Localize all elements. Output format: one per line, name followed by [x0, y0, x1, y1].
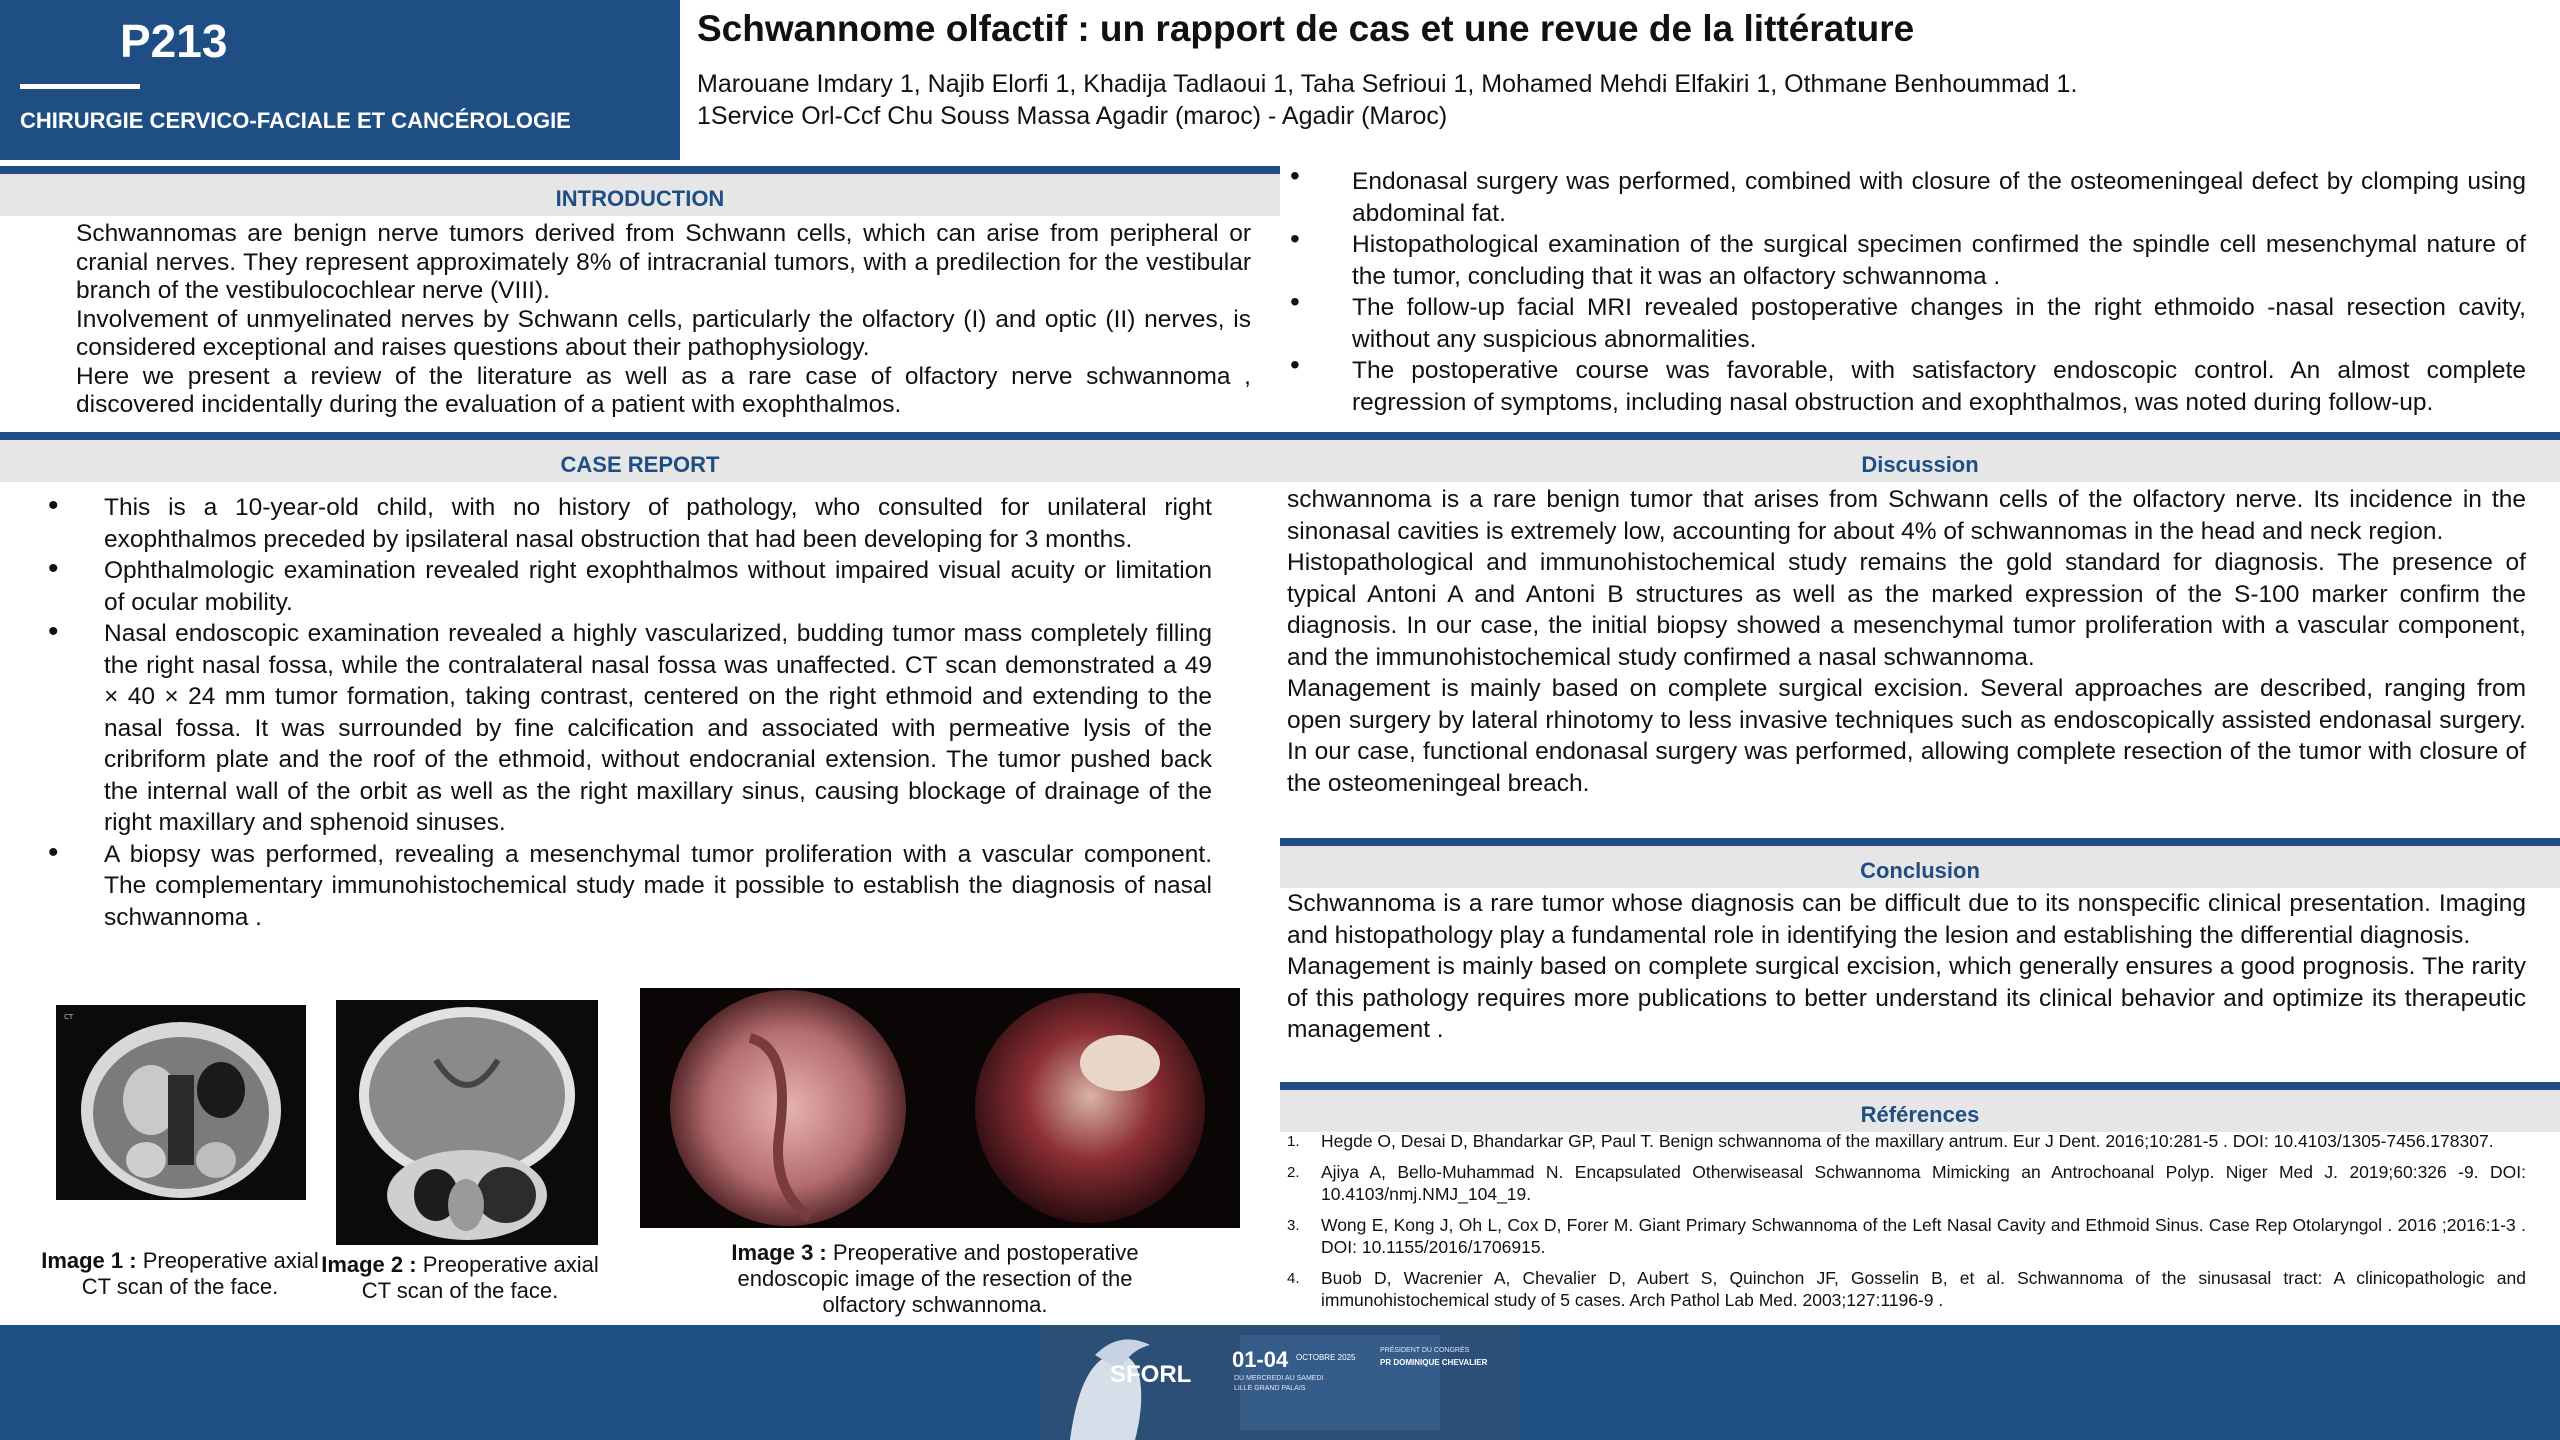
- svg-text:CT: CT: [64, 1013, 74, 1021]
- authors: Marouane Imdary 1, Najib Elorfi 1, Khadija Tadlaoui 1, Taha Sefrioui 1, Mohamed Mehdi Elfakiri 1, Othmane Benhoummad 1.: [697, 70, 2078, 98]
- reference-item: [1287, 1267, 2526, 1311]
- congress-month: OCTOBRE 2025: [1296, 1353, 1356, 1362]
- list-item: • Endonasal surgery was performed, combined with closure of the osteomeningeal defect by clomping using abdominal fat.: [1284, 166, 2526, 229]
- ct-image-2: [336, 1000, 598, 1245]
- discussion-paragraph: Histopathological and immunohistochemical study remains the gold standard for diagnosis. The presence of typical Antoni A and Antoni B structures as well as the marked expression of the S-100 marker confirm the diagnosis. In our case, the initial biopsy showed a mesenchymal tumor proliferation with a vascular component, and the immunohistochemical study confirmed a nasal schwannoma.: [1287, 549, 2526, 671]
- poster-id: P213: [120, 15, 228, 67]
- introduction-paragraph: Schwannomas are benign nerve tumors derived from Schwann cells, which can arise from peripheral or cranial nerves. They represent approximately 8% of intracranial tumors, with a predilection for the vestibular branch of the vestibulocochlear nerve (VIII).: [76, 220, 1251, 304]
- discussion-paragraph: schwannoma is a rare benign tumor that arises from Schwann cells of the olfactory nerve. Its incidence in the sinonasal cavities is extremely low, accounting for about 4% of schwannomas in the head and neck region.: [1287, 486, 2526, 545]
- figure-label: Image 3 :: [731, 1240, 827, 1265]
- conclusion-header: [1280, 838, 2560, 888]
- case-report-heading: CASE REPORT: [560, 452, 720, 477]
- introduction-paragraph: Here we present a review of the literature as well as a rare case of olfactory nerve schwannoma , discovered incidentally during the evaluation of a patient with exophthalmos.: [76, 362, 1251, 418]
- endoscopy-image-3: [640, 988, 1240, 1228]
- references-list: [1287, 1130, 2526, 1320]
- list-item: • Histopathological examination of the surgical specimen confirmed the spindle cell mesenchymal nature of the tumor, concluding that it was an olfactory schwannoma .: [1284, 229, 2526, 292]
- case-report-header: [0, 432, 1280, 482]
- conclusion-body: [1287, 888, 2526, 1046]
- figure-caption-3: [695, 1240, 1175, 1318]
- figure-text: Preoperative axial CT scan of the face.: [81, 1248, 319, 1299]
- conclusion-paragraph: Management is mainly based on complete surgical excision, which generally ensures a good prognosis. The rarity of this pathology requires more publications to better understand its clinical behavior and optimize its therapeutic management .: [1287, 953, 2526, 1043]
- reference-item: [1287, 1214, 2526, 1258]
- sforl-logo: SFORL: [1110, 1361, 1192, 1388]
- introduction-header: [0, 166, 1280, 216]
- president-label: PRÉSIDENT DU CONGRÈS: [1380, 1347, 1470, 1354]
- ct-image-1: [56, 1005, 306, 1200]
- congress-days: DU MERCREDI AU SAMEDI: [1234, 1375, 1324, 1382]
- figure-caption-1: [40, 1248, 320, 1300]
- reference-text: Hegde O, Desai D, Bhandarkar GP, Paul T. Benign schwannoma of the maxillary antrum. Eur J Dent. 2016;10:281-5 . DOI: 10.4103/1305-7456.178307.: [1321, 1131, 2494, 1151]
- figure-text: Preoperative and postoperative endoscopic image of the resection of the olfactory schwannoma.: [737, 1240, 1139, 1317]
- affiliation: 1Service Orl-Ccf Chu Souss Massa Agadir (maroc) - Agadir (Maroc): [697, 102, 1448, 130]
- congress-dates: 01-04: [1232, 1347, 1289, 1372]
- reference-item: [1287, 1130, 2526, 1152]
- discussion-header: [1280, 432, 2560, 482]
- figure-text: Preoperative axial CT scan of the face.: [361, 1252, 599, 1303]
- header-rule: [20, 84, 140, 89]
- list-item: • Ophthalmologic examination revealed right exophthalmos without impaired visual acuity or limitation of ocular mobility.: [38, 555, 1212, 618]
- reference-item: [1287, 1161, 2526, 1205]
- list-item: • The postoperative course was favorable, with satisfactory endoscopic control. An almost complete regression of symptoms, including nasal obstruction and exophthalmos, was noted during follow-up.: [1284, 355, 2526, 418]
- introduction-paragraph: Involvement of unmyelinated nerves by Schwann cells, particularly the olfactory (I) and optic (II) nerves, is considered exceptional and raises questions about their pathophysiology.: [76, 305, 1251, 361]
- list-item: • Nasal endoscopic examination revealed a highly vascularized, budding tumor mass completely filling the right nasal fossa, while the contralateral nasal fossa was unaffected. CT scan demonstrated a 49 × 40 × 24 mm tumor formation, taking contrast, centered on the right ethmoid and extending to the nasal fossa. It was surrounded by fine calcification and associated with permeative lysis of the cribriform plate and the roof of the ethmoid, without endocranial extension. The tumor pushed back the internal wall of the orbit as well as the right maxillary sinus, causing blockage of drainage of the right maxillary and sphenoid sinuses.: [38, 618, 1212, 839]
- reference-number: 2.: [1287, 1164, 1300, 1181]
- figure-label: Image 1 :: [41, 1248, 137, 1273]
- reference-text: Wong E, Kong J, Oh L, Cox D, Forer M. Giant Primary Schwannoma of the Left Nasal Cavity and Ethmoid Sinus. Case Rep Otolaryngol . 2016 ;2016:1-3 . DOI: 10.1155/2016/1706915.: [1321, 1215, 2526, 1257]
- references-heading: Références: [1860, 1102, 1980, 1127]
- references-header: [1280, 1082, 2560, 1132]
- figure-label: Image 2 :: [321, 1252, 417, 1277]
- discussion-body: [1287, 484, 2526, 799]
- discussion-paragraph: Management is mainly based on complete surgical excision. Several approaches are described, ranging from open surgery by lateral rhinotomy to less invasive techniques such as endoscopically assisted endonasal surgery. In our case, functional endonasal surgery was performed, allowing complete resection of the tumor with closure of the osteomeningeal breach.: [1287, 675, 2526, 797]
- introduction-heading: INTRODUCTION: [555, 186, 725, 211]
- figure-caption-2: [320, 1252, 600, 1304]
- list-item: • The follow-up facial MRI revealed postoperative changes in the right ethmoido -nasal resection cavity, without any suspicious abnormalities.: [1284, 292, 2526, 355]
- congress-banner: [1040, 1325, 1520, 1440]
- reference-number: 1.: [1287, 1133, 1300, 1150]
- congress-city: LILLE GRAND PALAIS: [1234, 1385, 1306, 1392]
- list-item: • A biopsy was performed, revealing a mesenchymal tumor proliferation with a vascular component. The complementary immunohistochemical study made it possible to establish the diagnosis of nasal schwannoma .: [38, 839, 1212, 934]
- president-name: PR DOMINIQUE CHEVALIER: [1380, 1358, 1488, 1367]
- poster-title: Schwannome olfactif : un rapport de cas et une revue de la littérature: [697, 8, 1915, 49]
- discussion-heading: Discussion: [1861, 452, 1979, 477]
- reference-number: 3.: [1287, 1217, 1300, 1234]
- reference-text: Ajiya A, Bello-Muhammad N. Encapsulated Otherwiseasal Schwannoma Mimicking an Antrochoanal Polyp. Niger Med J. 2019;60:326 -9. DOI: 10.4103/nmj.NMJ_104_19.: [1321, 1162, 2526, 1204]
- reference-number: 4.: [1287, 1270, 1300, 1287]
- specialty-label: CHIRURGIE CERVICO-FACIALE ET CANCÉROLOGIE: [20, 108, 571, 133]
- management-list: [1284, 166, 2526, 418]
- header-box: [0, 0, 680, 160]
- case-report-list: [38, 492, 1212, 933]
- reference-text: Buob D, Wacrenier A, Chevalier D, Aubert S, Quinchon JF, Gosselin B, et al. Schwannoma of the sinusasal tract: A clinicopathologic and immunohistochemical study of 5 cases. Arch Pathol Lab Med. 2003;127:1196-9 .: [1321, 1268, 2526, 1310]
- conclusion-heading: Conclusion: [1860, 858, 1980, 883]
- list-item: • This is a 10-year-old child, with no history of pathology, who consulted for unilateral right exophthalmos preceded by ipsilateral nasal obstruction that had been developing for 3 months.: [38, 492, 1212, 555]
- introduction-body: [76, 220, 1251, 420]
- conclusion-paragraph: Schwannoma is a rare tumor whose diagnosis can be difficult due to its nonspecific clinical presentation. Imaging and histopathology play a fundamental role in identifying the lesion and establishing the differential diagnosis.: [1287, 890, 2526, 949]
